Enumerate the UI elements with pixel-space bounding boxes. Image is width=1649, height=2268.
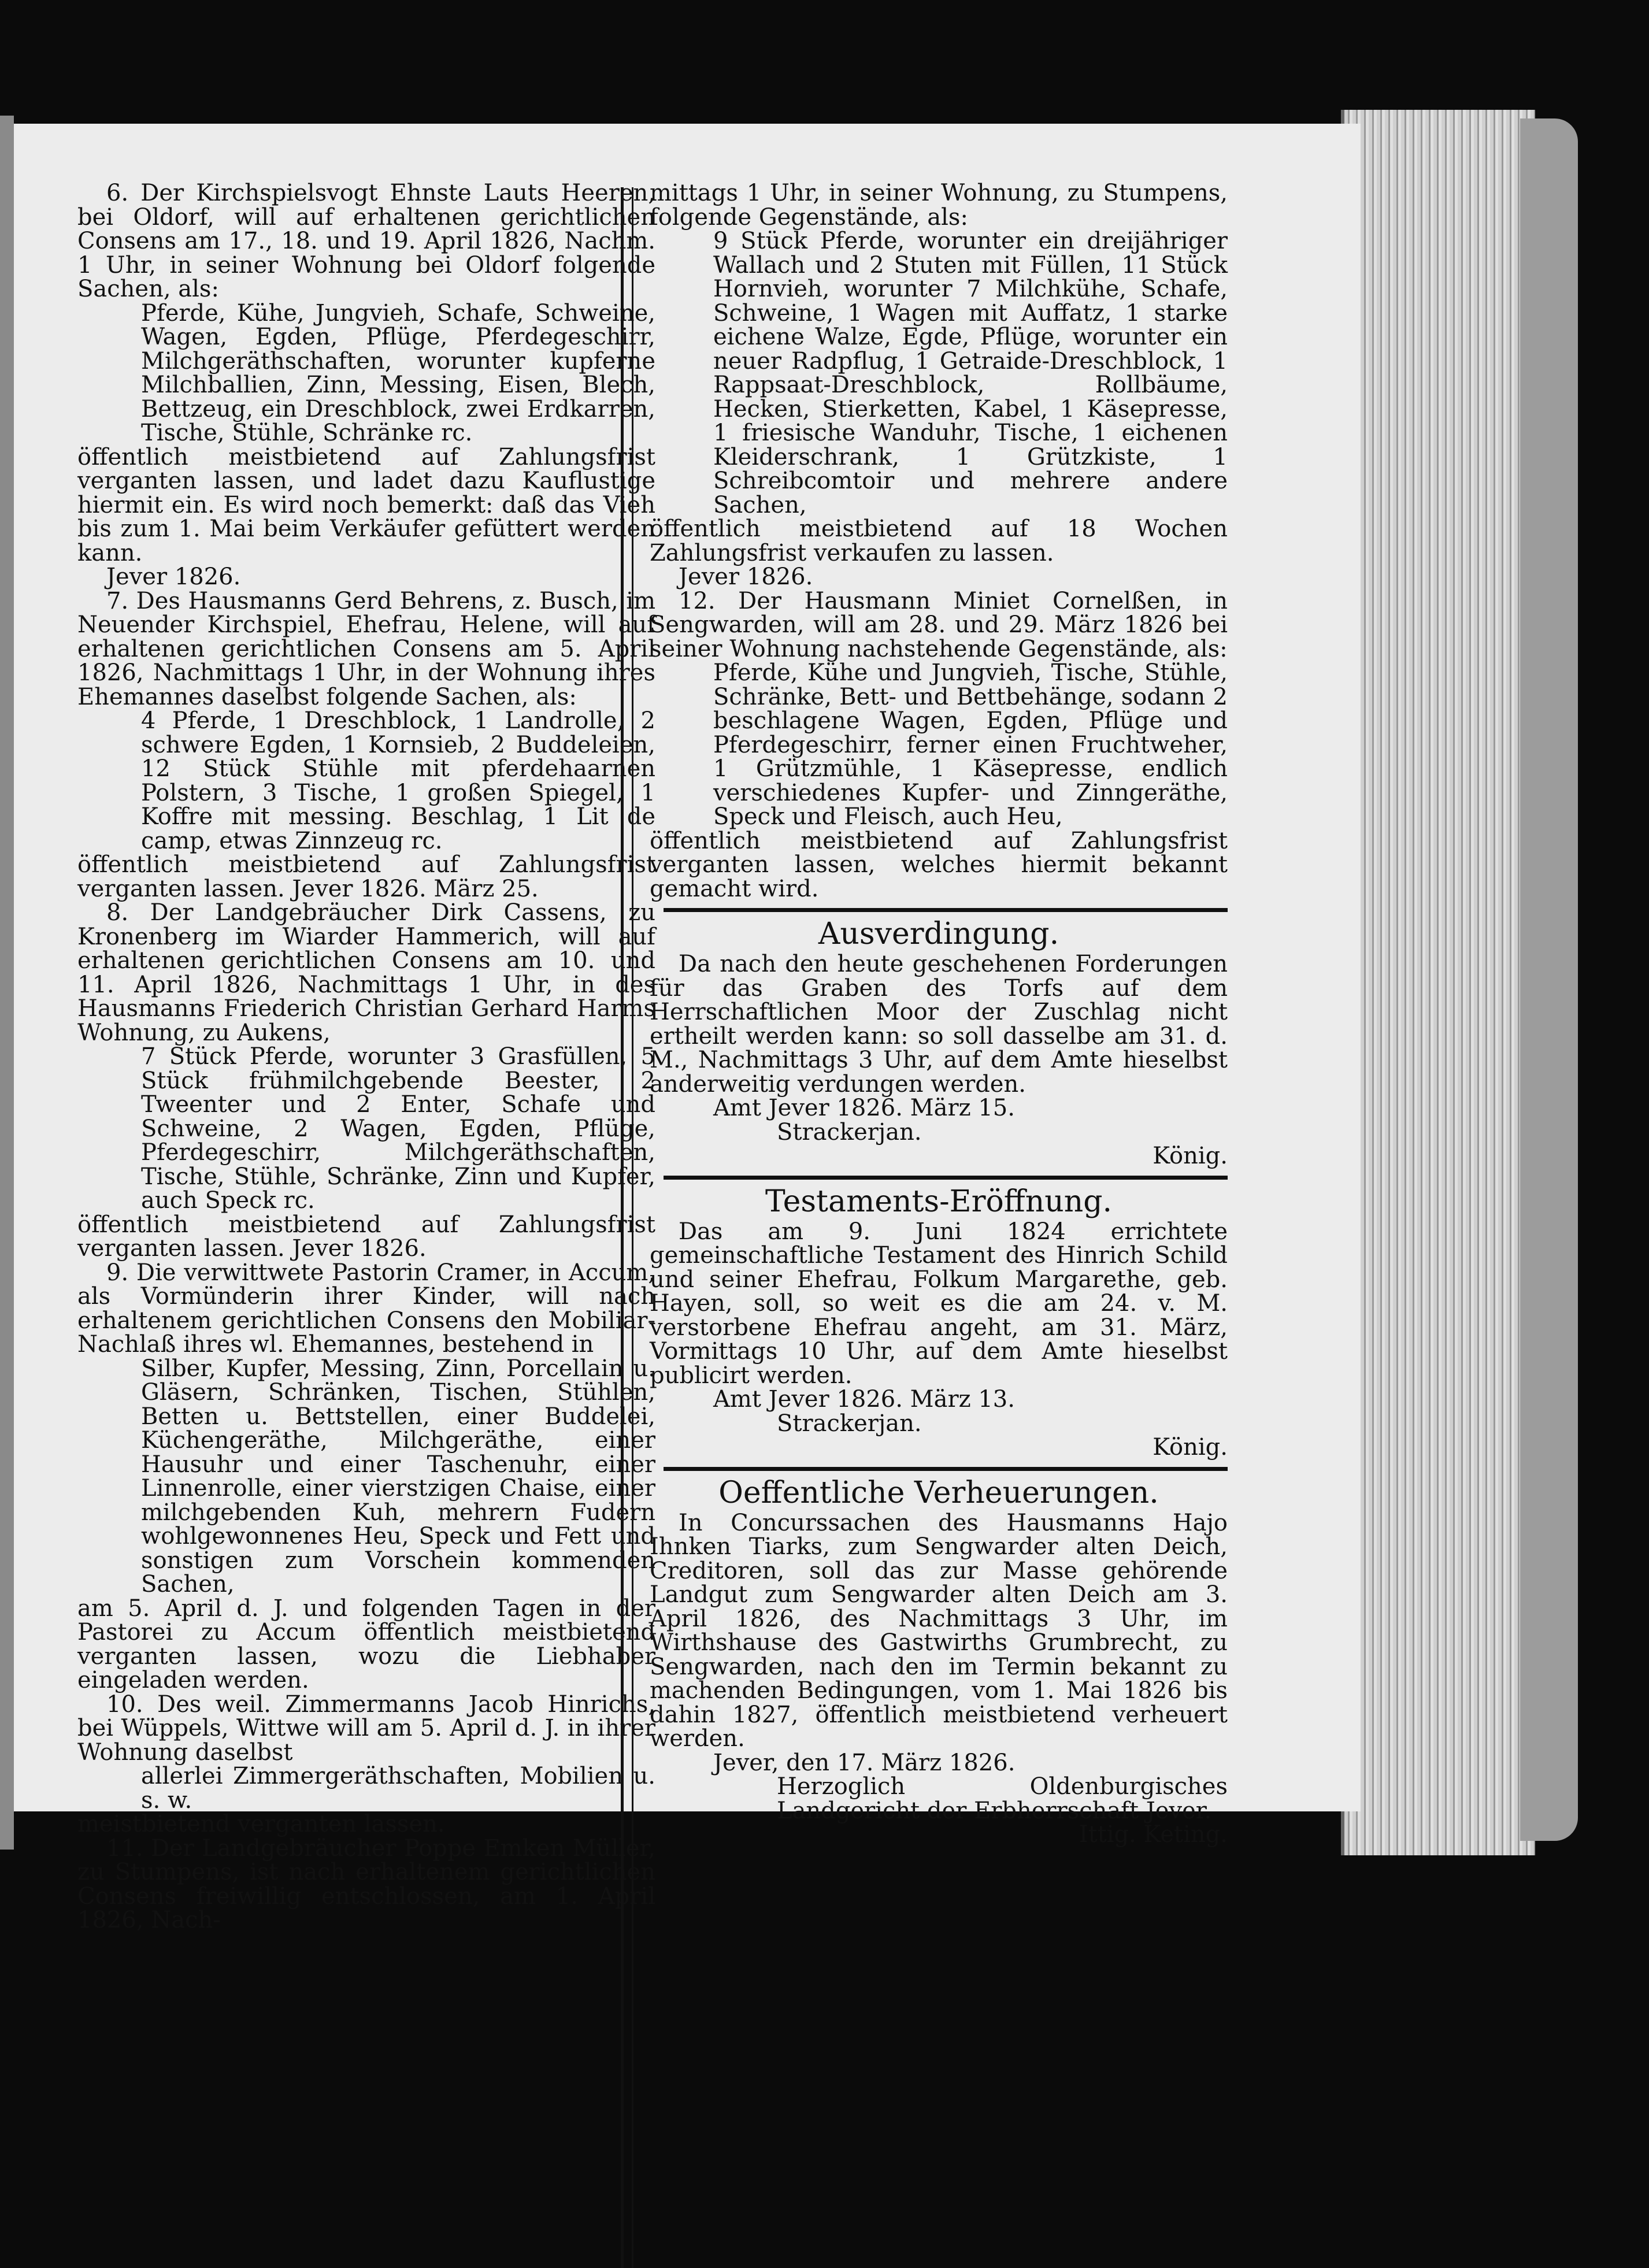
signature: König. [1153,1143,1228,1169]
item-list: Silber, Kupfer, Messing, Zinn, Porcellain u. Gläsern, Schränken, Tischen, Stühlen, Betten u. Bettstellen, einer Buddelei, Küchengeräthe, Milchgeräthe, einer Hausuhr und einer Taschenuhr, einer Linnenrolle, einer vierstzigen Chaise, einer milchgebenden Kuh, mehrern Fudern wohlgewonnenes Heu, Speck und Fett und sonstigen zum Vorschein kommenden Sachen, [141,1355,655,1598]
item-list: 4 Pferde, 1 Dreschblock, 1 Landrolle, 2 schwere Egden, 1 Kornsieb, 2 Buddeleien, 12 Stück Stühle mit pferdehaarnen Polstern, 3 Tische, 1 großen Spiegel, 1 Koffre mit messing. Beschlag, 1 Lit de camp, etwas Zinnzeug rc. [141,707,655,854]
signature: König. [1153,1434,1228,1461]
section-rule [664,908,1228,912]
left-column [77,181,655,1933]
signature: Ittig. Keting. [1079,1821,1228,1848]
notice-text: am 5. April d. J. und folgenden Tagen in der Pastorei zu Accum öffentlich meistbietend verganten lassen, wozu die Liebhaber eingeladen werden. [77,1595,655,1693]
notice-paragraph: Jever 1826. [106,564,241,590]
notice-paragraph: 11. Der Landgebräucher Poppe Emken Müller, zu Stumpens, ist nach erhaltenem gerichtlichen Consens freiwillig entschlossen, am 1. April 1826, Nach- [77,1835,655,1933]
section-rule [664,1467,1228,1471]
signature: Strackerjan. [777,1118,922,1146]
notice-paragraph: 10. Des weil. Zimmermanns Jacob Hinrichs, bei Wüppels, Wittwe will am 5. April d. J. in ihrer Wohnung daselbst [77,1691,655,1766]
notice-text: öffentlich meistbietend auf Zahlungsfrist verganten lassen, und ladet dazu Kauflustige hiermit ein. Es wird noch bemerkt: daß das Vieh bis zum 1. Mai beim Verkäufer gefüttert werden kann. [77,443,655,566]
signature: Herzoglich Oldenburgisches Landgericht der Erbherrschaft Jever. [777,1773,1228,1824]
notice-paragraph: 9. Die verwittwete Pastorin Cramer, in Accum, als Vormünderin ihrer Kinder, will nach erhaltenem gerichtlichen Consens den Mobiliar-Nachlaß ihres wl. Ehemannes, bestehend in [77,1259,655,1358]
section-rule [664,1176,1228,1180]
notice-text: öffentlich meistbietend auf Zahlungsfrist verganten lassen. Jever 1826. März 25. [77,851,655,902]
book-fore-edge [1341,110,1535,1855]
right-column [650,181,1228,1847]
item-list: Pferde, Kühe, Jungvieh, Schafe, Schweine, Wagen, Egden, Pflüge, Pferdegeschirr, Milchgeräthschaften, worunter kupferne Milchballien, Zinn, Messing, Eisen, Blech, Bettzeug, ein Dreschblock, zwei Erdkarren, Tische, Stühle, Schränke rc. [141,299,655,446]
notice-paragraph: 7. Des Hausmanns Gerd Behrens, z. Busch, im Neuender Kirchspiel, Ehefrau, Helene, will auf erhaltenen gerichtlichen Consens am 5. April 1826, Nachmittags 1 Uhr, in der Wohnung ihres Ehemannes daselbst folgende Sachen, als: [77,587,655,710]
notice-paragraph: Jever 1826. [679,564,813,590]
notice-paragraph: 8. Der Landgebräucher Dirk Cassens, zu Kronenberg im Wiarder Hammerich, will auf erhaltenen gerichtlichen Consens am 10. und 11. April 1826, Nachmittags 1 Uhr, in des Hausmanns Friederich Christian Gerhard Harms Wohnung, zu Aukens, [77,899,655,1046]
notice-paragraph: In Concurssachen des Hausmanns Hajo Ihnken Tiarks, zum Sengwarder alten Deich, Creditoren, soll das zur Masse gehörende Landgut zum Sengwarder alten Deich am 3. April 1826, des Nachmittags 3 Uhr, im Wirthshause des Gastwirths Grumbrecht, zu Sengwarden, nach den im Termin bekannt zu machenden Bedingungen, vom 1. Mai 1826 bis dahin 1827, öffentlich meistbietend verheuert werden. [650,1509,1228,1752]
item-list: Jever, den 17. März 1826. [713,1749,1016,1776]
notice-paragraph: Das am 9. Juni 1824 errichtete gemeinschaftliche Testament des Hinrich Schild und seiner Ehefrau, Folkum Margarethe, geb. Hayen, soll, so weit es die am 24. v. M. verstorbene Ehefrau angeht, am 31. März, Vormittags 10 Uhr, auf dem Amte hieselbst publicirt werden. [650,1218,1228,1389]
item-list: Amt Jever 1826. März 15. [713,1095,1015,1121]
item-list: Amt Jever 1826. März 13. [713,1386,1015,1413]
notice-paragraph: 6. Der Kirchspielsvogt Ehnste Lauts Heeren, bei Oldorf, will auf erhaltenen gerichtlichen Consens am 17., 18. und 19. April 1826, Nachm. 1 Uhr, in seiner Wohnung bei Oldorf folgende Sachen, als: [77,180,655,302]
section-heading: Testaments-Eröffnung. [765,1184,1113,1219]
notice-text: öffentlich meistbietend auf Zahlungsfrist verganten lassen. Jever 1826. [77,1211,655,1262]
newspaper-page [14,124,1361,1933]
left-page-edge [0,116,14,1850]
notice-paragraph: 12. Der Hausmann Miniet Cornelßen, in Sengwarden, will am 28. und 29. März 1826 bei seiner Wohnung nachstehende Gegenstände, als: [650,587,1228,662]
item-list: Pferde, Kühe und Jungvieh, Tische, Stühle, Schränke, Bett- und Bettbehänge, sodann 2 beschlagene Wagen, Egden, Pflüge und Pferdegeschirr, ferner einen Fruchtweher, 1 Grützmühle, 1 Käsepresse, endlich verschiedenes Kupfer- und Zinngeräthe, Speck und Fleisch, auch Heu, [713,659,1228,830]
notice-text: öffentlich meistbietend auf 18 Wochen Zahlungsfrist verkaufen zu lassen. [650,516,1228,566]
item-list: 9 Stück Pferde, worunter ein dreijähriger Wallach und 2 Stuten mit Füllen, 11 Stück Hornvieh, worunter 7 Milchkühe, Schafe, Schweine, 1 Wagen mit Auffatz, 1 starke eichene Walze, Egde, Pflüge, worunter ein neuer Radpflug, 1 Getraide-Dreschblock, 1 Rappsaat-Dreschblock, Rollbäume, Hecken, Stierketten, Kabel, 1 Käsepresse, 1 friesische Wanduhr, Tische, 1 eichenen Kleiderschrank, 1 Grützkiste, 1 Schreibcomtoir und mehrere andere Sachen, [713,228,1228,518]
item-list: allerlei Zimmergeräthschaften, Mobilien u. s. w. [141,1763,655,1814]
notice-text: meistbietend verganten lassen. [77,1811,445,1837]
book-cover-edge [1520,118,1578,1841]
column-divider [621,187,633,2268]
item-list: 7 Stück Pferde, worunter 3 Grasfüllen, 5 Stück frühmilchgebende Beester, 2 Tweenter und 2 Enter, Schafe und Schweine, 2 Wagen, Egden, Pflüge, Pferdegeschirr, Milchgeräthschaften, Tische, Stühle, Schränke, Zinn und Kupfer, auch Speck rc. [141,1043,655,1214]
signature: Strackerjan. [777,1410,922,1437]
section-heading: Oeffentliche Verheuerungen. [718,1475,1159,1510]
notice-text: öffentlich meistbietend auf Zahlungsfrist verganten lassen, welches hiermit bekannt gemacht wird. [650,827,1228,902]
section-heading: Ausverdingung. [818,917,1059,951]
notice-paragraph: Da nach den heute geschehenen Forderungen für das Graben des Torfs auf dem Herrschaftlichen Moor der Zuschlag nicht ertheilt werden kann: so soll dasselbe am 31. d. M., Nachmittags 3 Uhr, auf dem Amte hieselbst anderweitig verdungen werden. [650,951,1228,1098]
notice-text: mittags 1 Uhr, in seiner Wohnung, zu Stumpens, folgende Gegenstände, als: [650,180,1228,231]
